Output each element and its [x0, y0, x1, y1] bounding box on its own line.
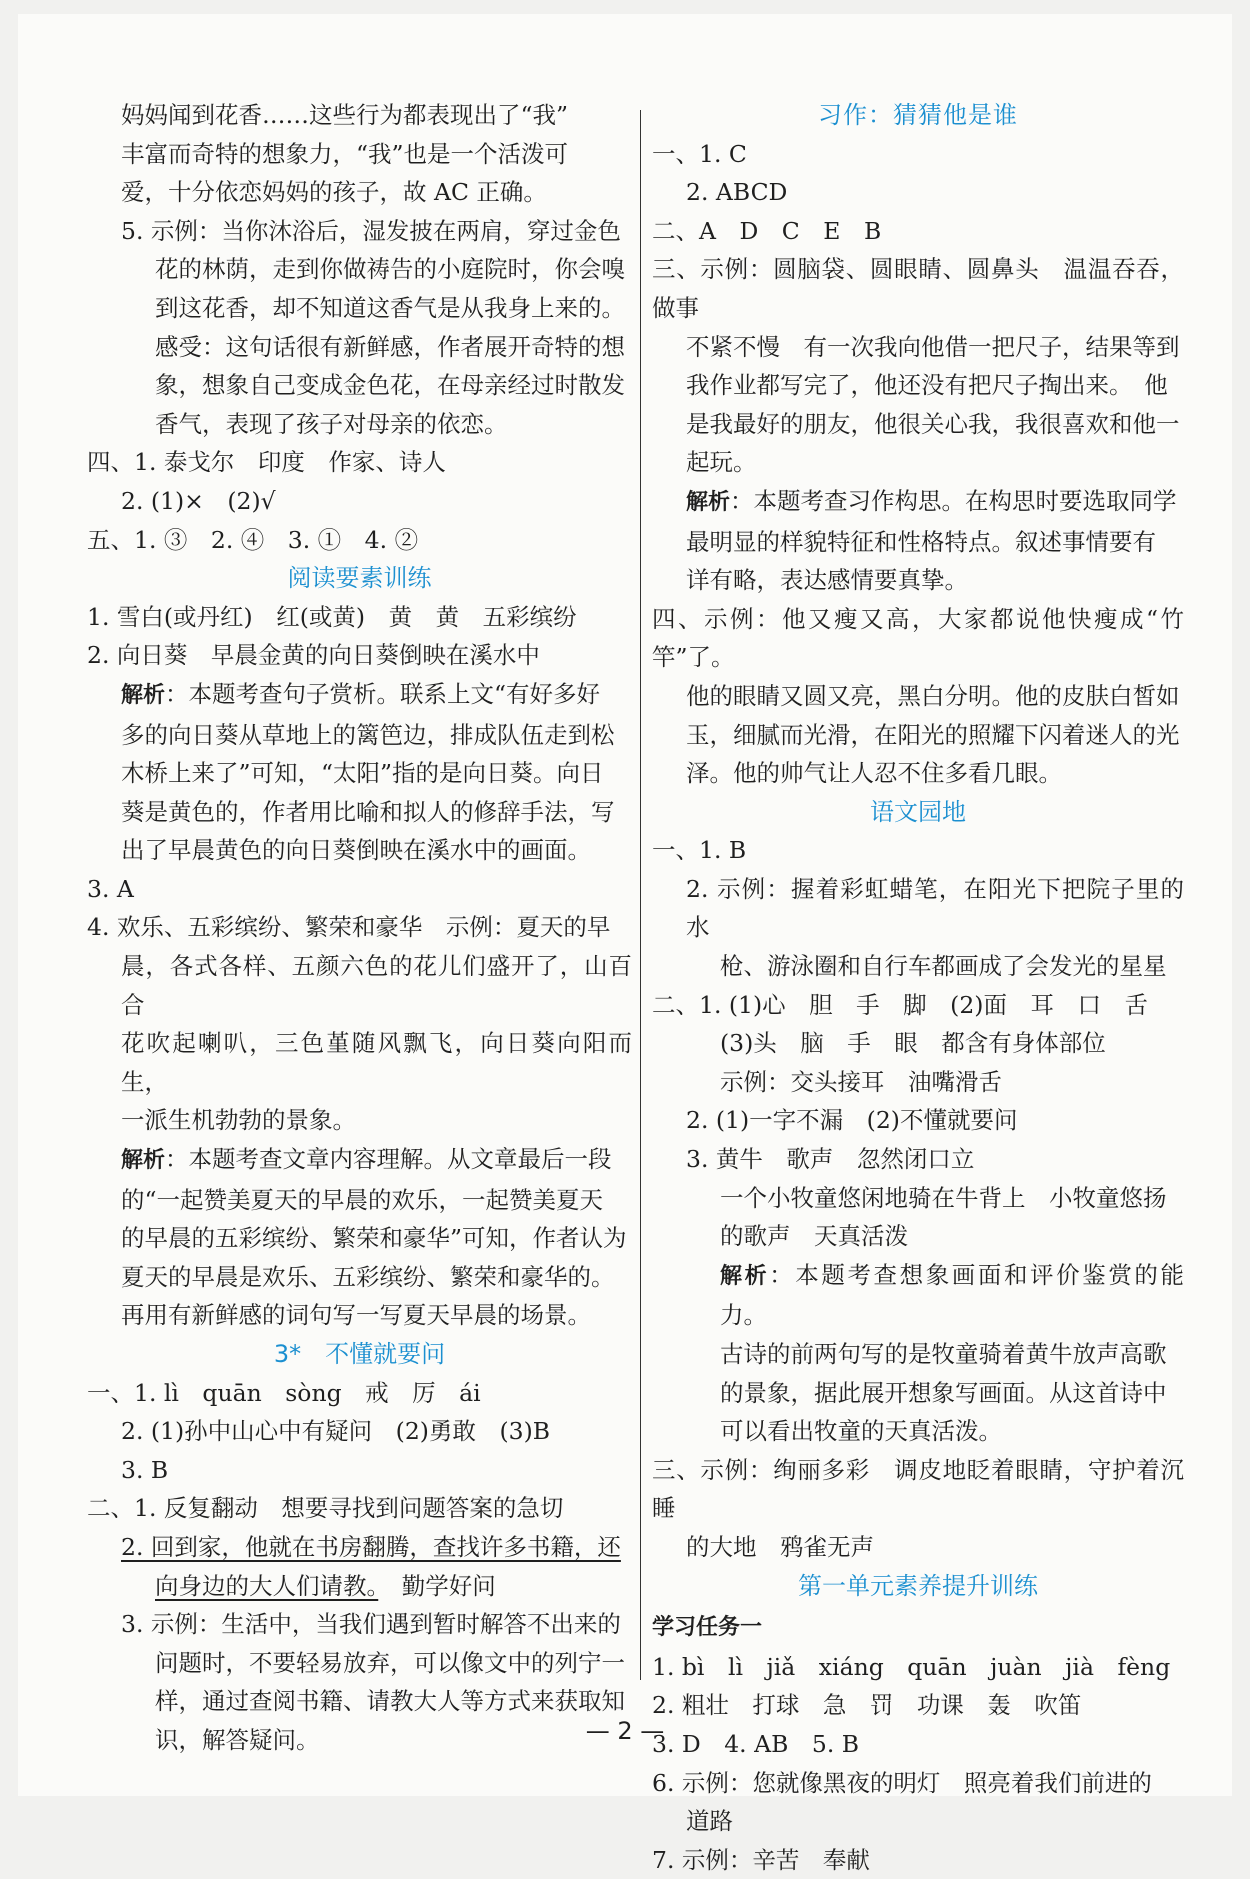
answer-line: 2. 粗壮 打球 急 罚 功课 轰 吹笛 — [652, 1691, 1082, 1720]
analysis-line: 再用有新鲜感的词句写一写夏天早晨的场景。 — [121, 1301, 591, 1330]
analysis-line: 解析：本题考查句子赏析。联系上文“有好多好 — [121, 679, 601, 708]
page-number: — 2 — — [585, 1717, 665, 1745]
answer-line: 一、1. lì quān sòng 戒 厉 ái — [87, 1378, 481, 1407]
answer-line: 一个小牧童悠闲地骑在牛背上 小牧童悠扬 — [720, 1183, 1167, 1212]
answer-line: 二、1. (1)心 胆 手 脚 (2)面 耳 口 舌 — [652, 990, 1148, 1019]
analysis-label: 解析 — [686, 489, 731, 515]
answer-line: 3. 示例：生活中，当我们遇到暂时解答不出来的 — [121, 1610, 621, 1639]
answer-line: 2. 向日葵 早晨金黄的向日葵倒映在溪水中 — [87, 641, 540, 670]
analysis-line: 夏天的早晨是欢乐、五彩缤纷、繁荣和豪华的。 — [121, 1262, 615, 1291]
column-divider — [640, 110, 641, 1680]
answer-line: 象，想象自己变成金色花，在母亲经过时散发 — [155, 371, 625, 400]
answer-line: 爱，十分依恋妈妈的孩子，故 AC 正确。 — [121, 178, 547, 207]
section-title: 语文园地 — [870, 797, 966, 826]
left-column — [87, 96, 632, 1760]
answer-line: 香气，表现了孩子对母亲的依恋。 — [155, 409, 508, 438]
answer-line: 他的眼睛又圆又亮，黑白分明。他的皮肤白皙如 — [686, 681, 1180, 710]
analysis-line: 葵是黄色的，作者用比喻和拟人的修辞手法，写 — [121, 797, 615, 826]
answer-line: 3. A — [87, 874, 134, 903]
answer-line: 2. (1)一字不漏 (2)不懂就要问 — [686, 1106, 1018, 1135]
analysis-label: 解析 — [121, 682, 166, 708]
answer-line: 2. 示例：握着彩虹蜡笔，在阳光下把院子里的水 — [686, 874, 1184, 942]
analysis-line: 可以看出牧童的天真活泼。 — [720, 1417, 1002, 1446]
answer-line: 向身边的大人们请教。 勤学好问 — [155, 1571, 496, 1600]
analysis-line: 详有略，表达感情要真挚。 — [686, 566, 968, 595]
analysis-label: 解析 — [720, 1263, 770, 1289]
answer-line: 丰富而奇特的想象力，“我”也是一个活泼可 — [121, 139, 569, 168]
answer-line: 花吹起喇叭，三色堇随风飘飞，向日葵向阳而生， — [121, 1029, 632, 1096]
answer-line: 晨，各式各样、五颜六色的花儿们盛开了，山百合 — [121, 952, 632, 1019]
analysis-label: 解析 — [121, 1148, 166, 1174]
answer-line: 7. 示例：辛苦 奉献 — [652, 1845, 870, 1874]
analysis-line: 最明显的样貌特征和性格特点。叙述事情要有 — [686, 527, 1156, 556]
answer-line: 2. 回到家，他就在书房翻腾，查找许多书籍，还 — [121, 1532, 621, 1561]
answer-line: 2. (1)× (2)√ — [121, 486, 276, 515]
answer-line: 4. 欢乐、五彩缤纷、繁荣和豪华 示例：夏天的早 — [87, 913, 611, 942]
answer-line: 的歌声 天真活泼 — [720, 1222, 908, 1251]
analysis-line: 的“一起赞美夏天的早晨的欢乐，一起赞美夏天 — [121, 1185, 604, 1214]
answer-line: 一、1. C — [652, 139, 747, 168]
analysis-line: 解析：本题考查习作构思。在构思时要选取同学 — [686, 486, 1177, 515]
answer-line: 的大地 鸦雀无声 — [686, 1532, 874, 1561]
answer-line: 妈妈闻到花香……这些行为都表现出了“我” — [121, 101, 569, 129]
answer-line: 玉，细腻而光滑，在阳光的照耀下闪着迷人的光 — [686, 720, 1180, 749]
answer-line: 1. bì lì jiǎ xiáng quān juàn jià fèng — [652, 1652, 1171, 1681]
answer-line: 起玩。 — [686, 448, 757, 477]
section-title: 第一单元素养提升训练 — [798, 1571, 1038, 1600]
answer-line: 是我最好的朋友，他很关心我，我很喜欢和他一 — [686, 409, 1180, 438]
task-heading: 学习任务一 — [652, 1615, 763, 1641]
analysis-line: 出了早晨黄色的向日葵倒映在溪水中的画面。 — [121, 836, 591, 865]
section-title: 3* 不懂就要问 — [273, 1340, 446, 1368]
answer-line: 3. B — [121, 1455, 169, 1484]
answer-line: 识，解答疑问。 — [155, 1725, 320, 1754]
analysis-line: 的景象，据此展开想象写画面。从这首诗中 — [720, 1378, 1167, 1407]
answer-line: 枪、游泳圈和自行车都画成了会发光的星星 — [720, 952, 1167, 981]
section-title: 阅读要素训练 — [287, 564, 432, 593]
answer-line: 示例：交头接耳 油嘴滑舌 — [720, 1067, 1002, 1096]
answer-line: 二、1. 反复翻动 想要寻找到问题答案的急切 — [87, 1494, 564, 1523]
answer-line: 我作业都写完了，他还没有把尺子掏出来。 他 — [686, 371, 1168, 400]
answer-line: 1. 雪白(或丹红) 红(或黄) 黄 黄 五彩缤纷 — [87, 602, 577, 631]
section-title: 习作：猜猜他是谁 — [818, 101, 1018, 129]
answer-line: 二、A D C E B — [652, 216, 882, 245]
analysis-line: 木桥上来了”可知，“太阳”指的是向日葵。向日 — [121, 759, 604, 788]
answer-line: 一派生机勃勃的景象。 — [121, 1106, 356, 1135]
answer-line: 道路 — [686, 1807, 733, 1836]
right-column — [652, 96, 1184, 1879]
answer-line: 三、示例：绚丽多彩 调皮地眨着眼睛，守护着沉睡 — [652, 1455, 1184, 1523]
answer-line: 2. (1)孙中山心中有疑问 (2)勇敢 (3)B — [121, 1417, 551, 1446]
analysis-line: 古诗的前两句写的是牧童骑着黄牛放声高歌 — [720, 1340, 1167, 1368]
answer-line: 不紧不慢 有一次我向他借一把尺子，结果等到 — [686, 332, 1180, 361]
answer-line: 6. 示例：您就像黑夜的明灯 照亮着我们前进的 — [652, 1768, 1152, 1797]
answer-line: (3)头 脑 手 眼 都含有身体部位 — [720, 1029, 1106, 1058]
answer-line: 2. ABCD — [686, 178, 788, 207]
answer-line: 五、1. ③ 2. ④ 3. ① 4. ② — [87, 525, 419, 554]
answer-line: 四、1. 泰戈尔 印度 作家、诗人 — [87, 448, 446, 477]
answer-line: 泽。他的帅气让人忍不住多看几眼。 — [686, 759, 1062, 788]
answer-line: 四、示例：他又瘦又高，大家都说他快瘦成“竹竿”了。 — [652, 604, 1184, 672]
answer-line: 一、1. B — [652, 836, 747, 865]
answer-line: 到这花香，却不知道这香气是从我身上来的。 — [155, 293, 625, 322]
answer-line: 感受：这句话很有新鲜感，作者展开奇特的想 — [155, 332, 625, 361]
analysis-line: 多的向日葵从草地上的篱笆边，排成队伍走到松 — [121, 720, 615, 749]
answer-line: 3. D 4. AB 5. B — [652, 1729, 860, 1758]
answer-line: 花的林荫，走到你做祷告的小庭院时，你会嗅 — [155, 255, 625, 284]
analysis-line: 解析：本题考查文章内容理解。从文章最后一段 — [121, 1145, 612, 1174]
answer-line: 5. 示例：当你沐浴后，湿发披在两肩，穿过金色 — [121, 216, 621, 245]
answer-line: 3. 黄牛 歌声 忽然闭口立 — [686, 1145, 975, 1174]
analysis-line: 的早晨的五彩缤纷、繁荣和豪华”可知，作者认为 — [121, 1224, 627, 1253]
answer-line: 问题时，不要轻易放弃，可以像文中的列宁一 — [155, 1648, 625, 1677]
analysis-line: 解析：本题考查想象画面和评价鉴赏的能力。 — [720, 1260, 1184, 1330]
answer-line: 三、示例：圆脑袋、圆眼睛、圆鼻头 温温吞吞，做事 — [652, 255, 1184, 322]
answer-line: 样，通过查阅书籍、请教大人等方式来获取知 — [155, 1687, 625, 1716]
